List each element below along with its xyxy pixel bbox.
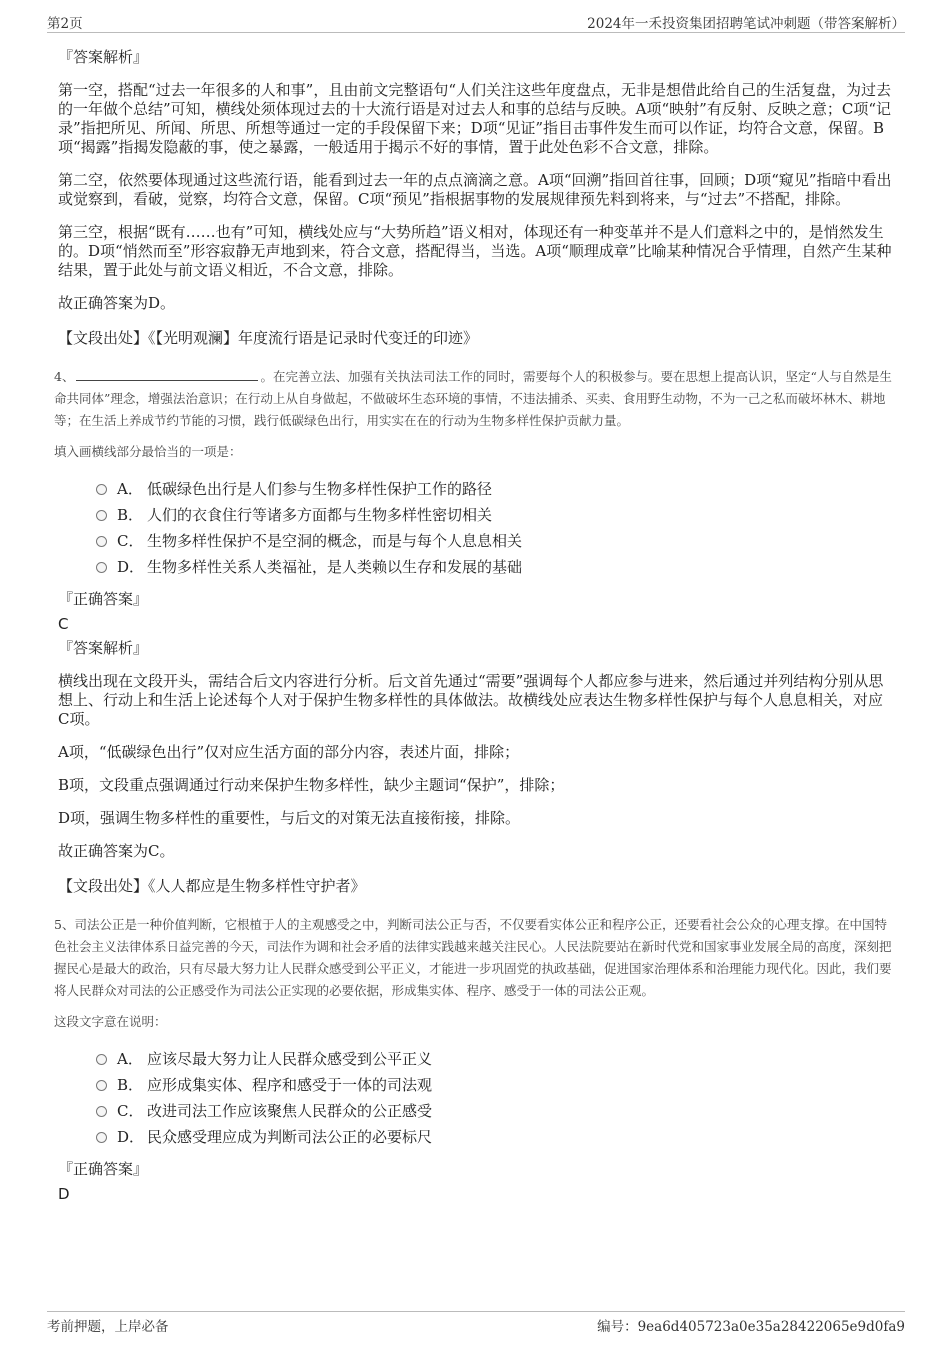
options-list <box>96 1046 893 1150</box>
page-number: 第2页 <box>47 16 83 32</box>
question-number: 4、 <box>54 369 75 384</box>
radio-icon[interactable] <box>96 1080 107 1091</box>
question-text: 。在完善立法、加强有关执法司法工作的同时，需要每个人的积极参与。要在思想上提高认识，坚定“人与自然是生命共同体”理念，增强法治意识；在行动上从自身做起，不做破坏生态环境的事情，不违法捕杀、买卖、食用野生动物，不为一己之私而破坏林木、耕地等；在生活上养成节约节能的习惯，践行低碳绿色出行，用实实在在的行动为生物多样性保护贡献力量。 <box>54 369 892 428</box>
answer-value: C <box>58 615 69 633</box>
fill-blank <box>76 369 258 381</box>
answer-label: 『正确答案』 <box>58 1160 149 1178</box>
radio-icon[interactable] <box>96 1106 107 1117</box>
analysis-paragraph: 第一空，搭配“过去一年很多的人和事”，且由前文完整语句“人们关注这些年度盘点，无非是想借此给自己的生活复盘，为过去的一年做个总结”可知，横线处须体现过去的十大流行语是对过去人和事的总结与反映。A项“映射”有反射、反映之意；C项“记录”指把所见、所闻、所思、所想等通过一定的手段保留下来；D项“见证”指目击事件发生而可以作证，均符合文意，保留。B项“揭露”指揭发隐蔽的事，使之暴露，一般适用于揭示不好的事情，置于此处色彩不合文意，排除。 <box>58 81 892 156</box>
analysis-label: 『答案解析』 <box>58 639 149 657</box>
document-title: 2024年一禾投资集团招聘笔试冲刺题（带答案解析） <box>587 16 905 32</box>
analysis-paragraph: A项，“低碳绿色出行”仅对应生活方面的部分内容，表述片面，排除； <box>58 743 520 761</box>
document-id: 编号：9ea6d405723a0e35a28422065e9d0fa9 <box>597 1319 905 1335</box>
analysis-label: 『答案解析』 <box>58 48 149 66</box>
question-4 <box>54 366 893 432</box>
radio-icon[interactable] <box>96 536 107 547</box>
analysis-conclusion: 故正确答案为C。 <box>58 842 175 860</box>
radio-icon[interactable] <box>96 562 107 573</box>
analysis-conclusion: 故正确答案为D。 <box>58 294 176 312</box>
page-footer <box>47 1311 905 1335</box>
option-d[interactable]: D． 民众感受理应成为判断司法公正的必要标尺 <box>96 1124 893 1150</box>
radio-icon[interactable] <box>96 1054 107 1065</box>
question-prompt: 填入画横线部分最恰当的一项是： <box>54 444 242 459</box>
radio-icon[interactable] <box>96 510 107 521</box>
analysis-paragraph: D项，强调生物多样性的重要性，与后文的对策无法直接衔接，排除。 <box>58 809 521 827</box>
analysis-paragraph: 第二空，依然要体现通过这些流行语，能看到过去一年的点点滴滴之意。A项“回溯”指回首往事，回顾；D项“窥见”指暗中看出或觉察到，看破，觉察，均符合文意，保留。C项“预见”指根据事物的发展规律预先料到将来，与“过去”不搭配，排除。 <box>58 171 892 208</box>
analysis-paragraph: 第三空，根据“既有……也有”可知，横线处应与“大势所趋”语义相对，体现还有一种变革并不是人们意料之中的，是悄然发生的。D项“悄然而至”形容寂静无声地到来，符合文意，搭配得当，当选。A项“顺理成章”比喻某种情况合乎情理，自然产生某种结果，置于此处与前文语义相近，不合文意，排除。 <box>58 223 892 279</box>
radio-icon[interactable] <box>96 484 107 495</box>
page-content <box>54 40 893 1207</box>
question-5: 5、司法公正是一种价值判断，它根植于人的主观感受之中，判断司法公正与否，不仅要看实体公正和程序公正，还要看社会公众的心理支撑。在中国特色社会主义法律体系日益完善的今天，司法作为调和社会矛盾的法律实践越来越关注民心。人民法院要站在新时代党和国家事业发展全局的高度，深刻把握民心是最大的政治，只有尽最大努力让人民群众感受到公平正义，才能进一步巩固党的执政基础，促进国家治理体系和治理能力现代化。因此，我们要将人民群众对司法的公正感受作为司法公正实现的必要依据，形成集实体、程序、感受于一体的司法公正观。 <box>54 917 892 998</box>
option-c[interactable]: C． 生物多样性保护不是空洞的概念，而是与每个人息息相关 <box>96 528 893 554</box>
radio-icon[interactable] <box>96 1132 107 1143</box>
option-a[interactable]: A． 应该尽最大努力让人民群众感受到公平正义 <box>96 1046 893 1072</box>
option-a[interactable]: A． 低碳绿色出行是人们参与生物多样性保护工作的路径 <box>96 476 893 502</box>
option-b[interactable]: B． 人们的衣食住行等诸多方面都与生物多样性密切相关 <box>96 502 893 528</box>
option-d[interactable]: D． 生物多样性关系人类福祉，是人类赖以生存和发展的基础 <box>96 554 893 580</box>
footer-slogan: 考前押题，上岸必备 <box>47 1319 169 1335</box>
answer-label: 『正确答案』 <box>58 590 149 608</box>
option-b[interactable]: B． 应形成集实体、程序和感受于一体的司法观 <box>96 1072 893 1098</box>
passage-source: 【文段出处】《【光明观澜】年度流行语是记录时代变迁的印迹》 <box>58 329 479 347</box>
passage-source: 【文段出处】《人人都应是生物多样性守护者》 <box>58 877 366 895</box>
page-header <box>47 12 905 33</box>
options-list <box>96 476 893 580</box>
answer-value: D <box>58 1185 70 1203</box>
question-prompt: 这段文字意在说明： <box>54 1014 167 1029</box>
analysis-paragraph: B项，文段重点强调通过行动来保护生物多样性，缺少主题词“保护”，排除； <box>58 776 565 794</box>
option-c[interactable]: C． 改进司法工作应该聚焦人民群众的公正感受 <box>96 1098 893 1124</box>
analysis-paragraph: 横线出现在文段开头，需结合后文内容进行分析。后文首先通过“需要”强调每个人都应参与进来，然后通过并列结构分别从思想上、行动上和生活上论述每个人对于保护生物多样性的具体做法。故横线处应表达生物多样性保护与每个人息息相关，对应C项。 <box>58 672 884 728</box>
